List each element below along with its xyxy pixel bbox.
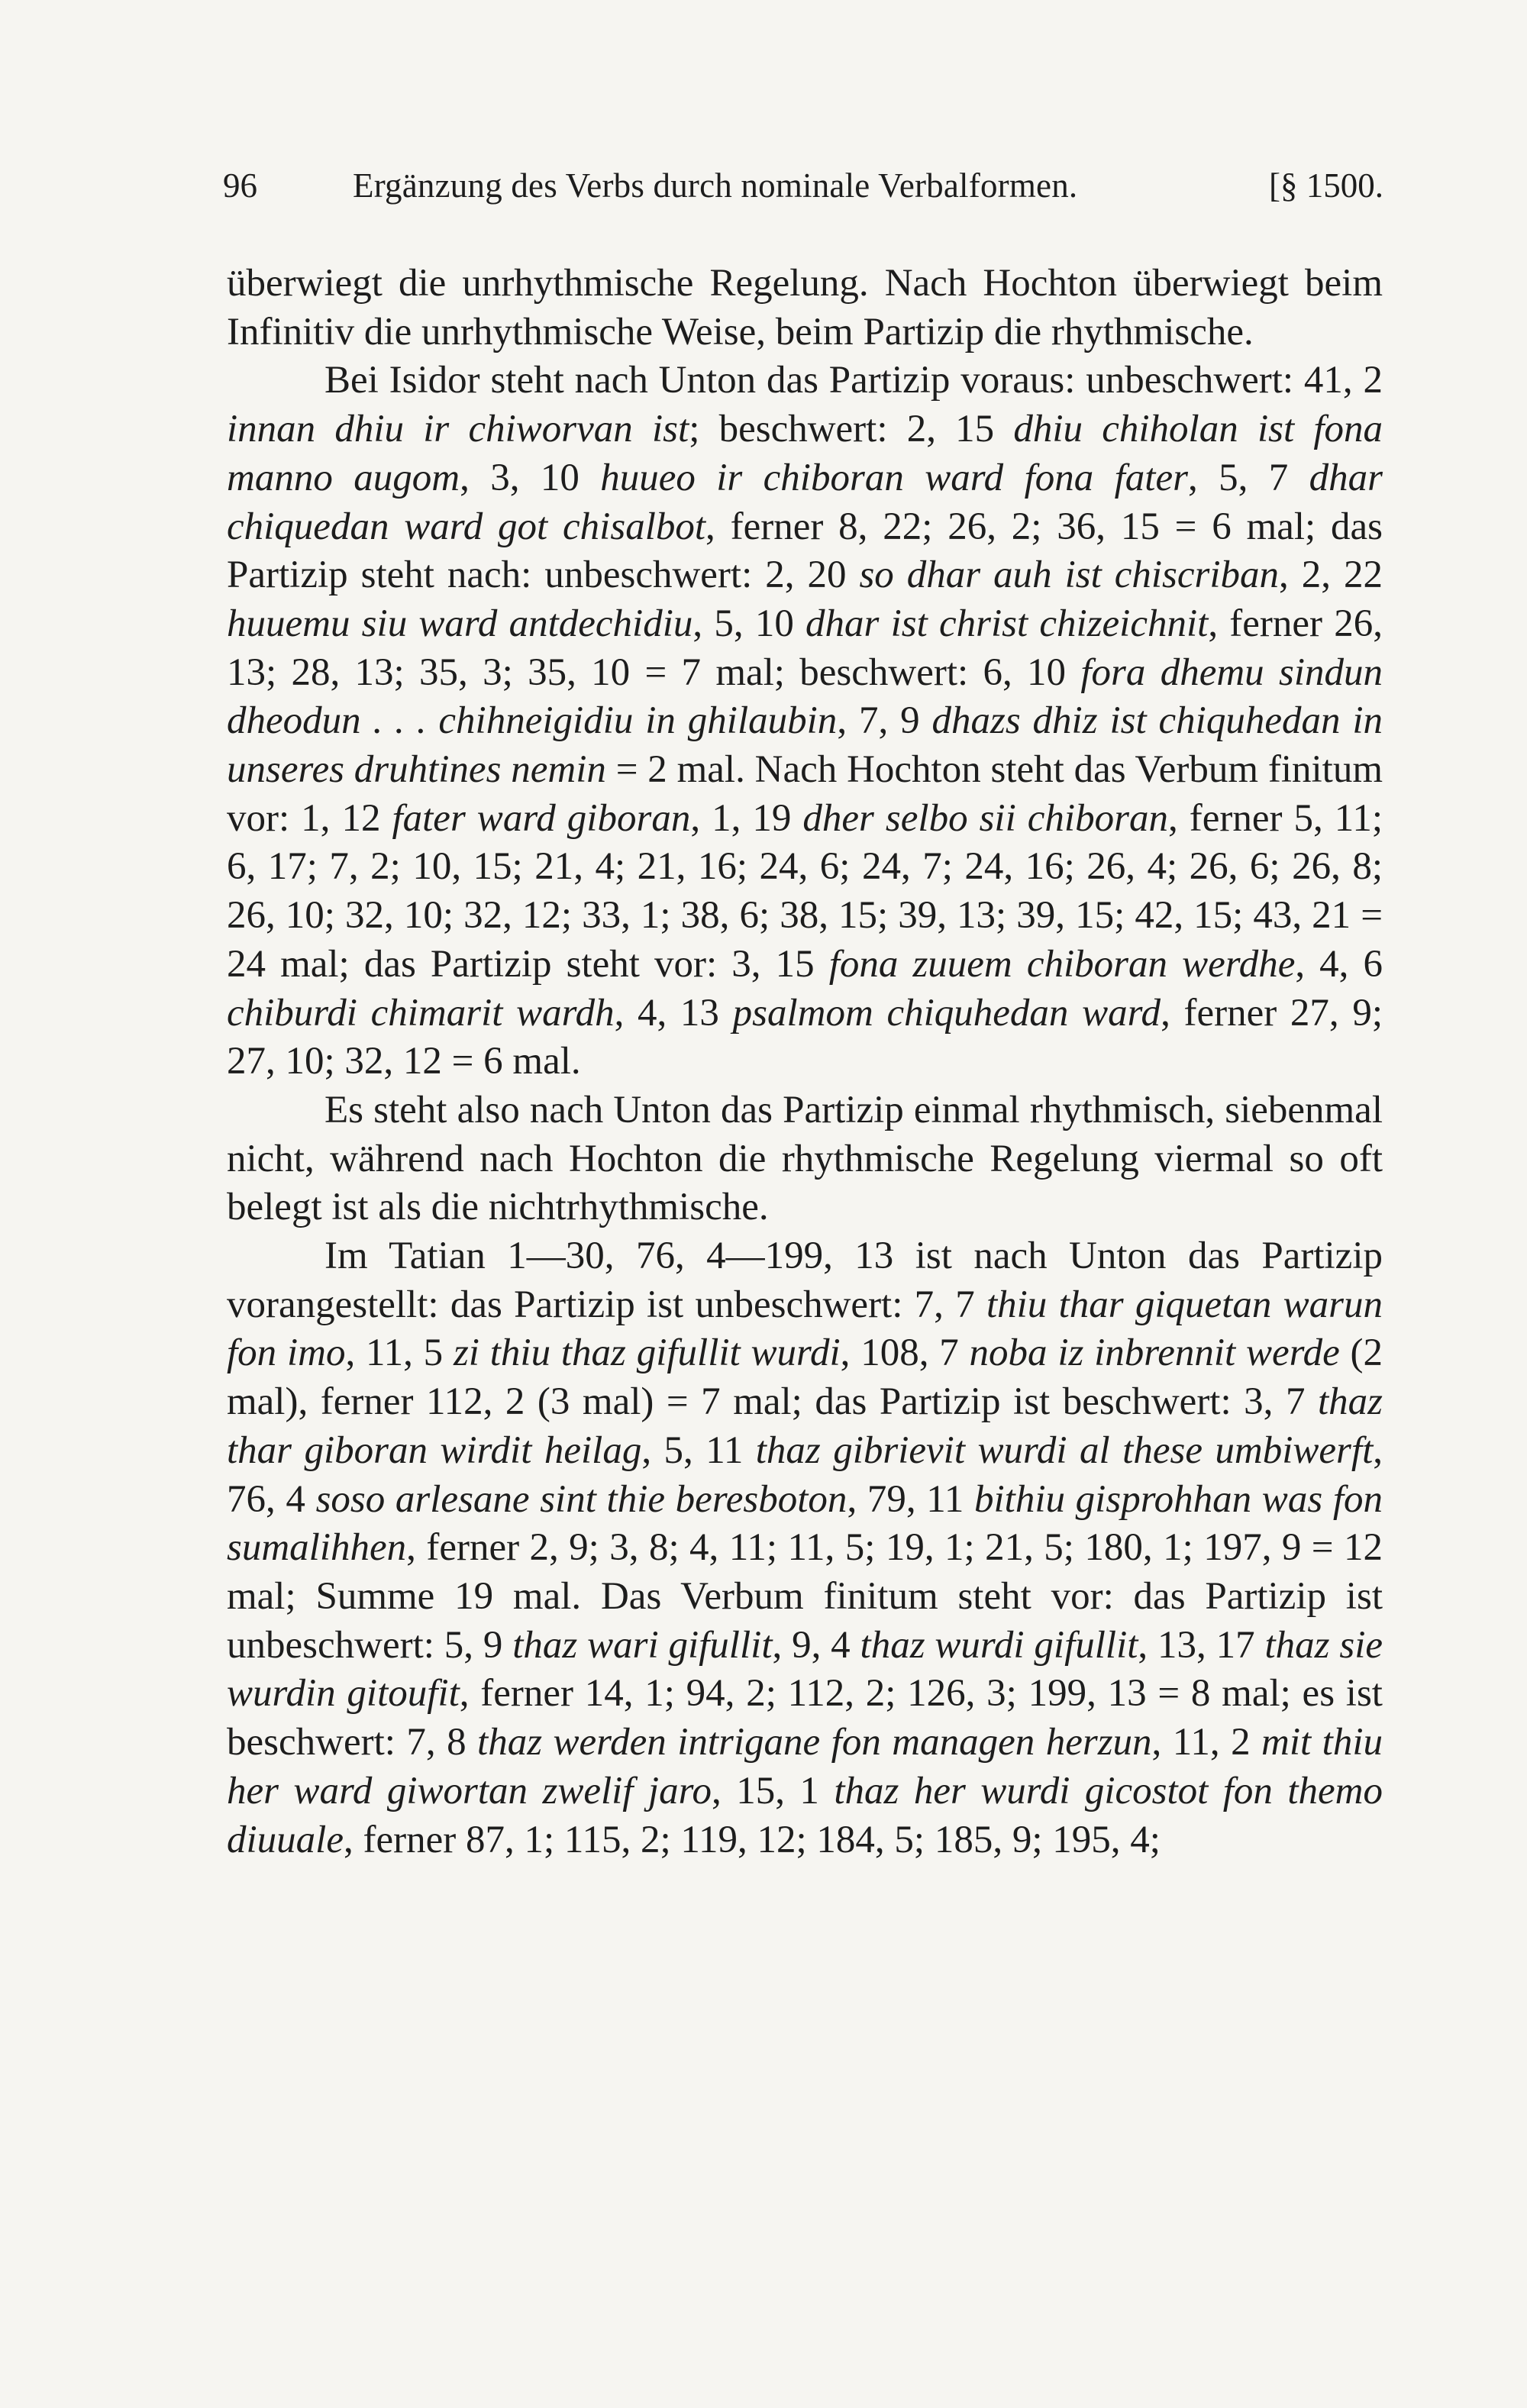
citation-text: noba iz inbrennit werde [969,1332,1340,1375]
citation-text: fora dhemu sindun dheodun . . . chihneigidiu in ghilaubin [227,650,1383,743]
citation-text: soso arlesane sint thie beresboton [315,1477,847,1521]
citation-text: psalmom chiquhedan ward [732,991,1161,1035]
citation-text: thaz thar giboran wirdit heilag [227,1380,1383,1472]
page-number: 96 [223,166,257,205]
text-run: , ferner 26, 13; 28, 13; 35, 3; 35, 10 = 7 mal; beschwert: 6, 10 [227,602,1383,694]
citation-text: dhar ist christ chizeichnit [805,602,1209,645]
citation-text: fona zuuem chiboran werdhe [828,942,1296,986]
citation-text: thaz sie wurdin gitoufit [227,1623,1383,1716]
text-run: , ferner 2, 9; 3, 8; 4, 11; 11, 5; 19, 1; 21, 5; 180, 1; 197, 9 = 12 mal; Summe 19 mal. Das Verbum finitum steht vor: das Partizip ist unbeschwert: 5, 9 [227,1526,1383,1667]
text-run: , 7, 9 [837,699,932,743]
text-run: , 108, 7 [840,1332,970,1375]
citation-text: huuemu siu ward antdechidiu [227,602,693,645]
text-run: , 5, 10 [692,602,806,645]
running-title: Ergänzung des Verbs durch nominale Verbalformen. [353,166,1078,205]
text-run: , ferner 87, 1; 115, 2; 119, 12; 184, 5; 185, 9; 195, 4; [343,1818,1161,1861]
text-run: , 4, 13 [614,991,733,1035]
citation-text: innan dhiu ir chiworvan ist [227,408,689,451]
citation-text: thaz werden intrigane fon managen herzun [477,1721,1152,1764]
citation-text: chiburdi chimarit wardh [227,991,615,1035]
citation-text: zi thiu thaz gifullit wurdi [453,1332,841,1375]
citation-text: dhazs dhiz ist chiquhedan in unseres druhtines nemin [227,699,1383,792]
text-run: , ferner 27, 9; 27, 10; 32, 12 = 6 mal. [227,991,1383,1083]
paragraph [227,260,1383,357]
citation-text: thaz gibrievit wurdi al these umbiwerft [755,1428,1374,1472]
text-run: ; beschwert: 2, 15 [689,408,1014,451]
text-run: , 9, 4 [772,1623,860,1667]
section-marker: [§ 1500. [1269,166,1383,205]
citation-text: dhiu chiholan ist fona manno augom [227,408,1383,499]
citation-text: fater ward giboran [392,796,691,840]
citation-text: dher selbo sii chiboran [802,796,1168,840]
text-run: , 76, 4 [227,1428,1383,1521]
text-run: , ferner 5, 11; 6, 17; 7, 2; 10, 15; 21, 4; 21, 16; 24, 6; 24, 7; 24, 16; 26, 4; 26, 6; 26, 8; 26, 10; 32, 10; 32, 12; 33, 1; 38, 6; 38, 15; 39, 13; 39, 15; 42, 15; 43, 21 = 24 mal; das Partizip steht vor: 3, 15 [227,796,1383,986]
text-run: = 2 mal. Nach Hochton steht das Verbum finitum vor: 1, 12 [227,748,1383,840]
paragraph [227,1086,1383,1232]
text-run: Im Tatian 1—30, 76, 4—199, 13 ist nach Unton das Partizip vorangestellt: das Partizip ist unbeschwert: 7, 7 [227,1235,1383,1326]
text-run: , 2, 22 [1279,554,1383,597]
text-run: , 1, 19 [690,796,803,840]
text-run: (2 mal), ferner 112, 2 (3 mal) = 7 mal; das Partizip ist beschwert: 3, 7 [227,1332,1383,1424]
citation-text: so dhar auh ist chiscriban [859,554,1280,597]
text-run: , ferner 8, 22; 26, 2; 36, 15 = 6 mal; das Partizip steht nach: unbeschwert: 2, 20 [227,505,1383,597]
text-run: , 4, 6 [1295,942,1383,986]
text-run: überwiegt die unrhythmische Regelung. Nach Hochton überwiegt beim Infinitiv die unrhythmische Weise, beim Partizip die rhythmische. [227,262,1383,353]
citation-text: thiu thar giquetan warun fon imo [227,1283,1383,1375]
citation-text: dhar chiquedan ward got chisalbot [227,456,1383,548]
text-run: , 5, 7 [1187,456,1309,499]
paragraph [227,357,1383,1086]
text-run: , 5, 11 [641,1428,756,1472]
text-run: , 13, 17 [1138,1623,1265,1667]
citation-text: huueo ir chiboran ward fona fater [600,456,1188,499]
paragraph [227,1232,1383,1864]
citation-text: bithiu gisprohhan was fon sumalihhen [227,1477,1383,1570]
citation-text: thaz wurdi gifullit [860,1623,1138,1667]
text-run: Bei Isidor steht nach Unton das Partizip voraus: unbeschwert: 41, 2 [324,359,1383,402]
text-run: , 11, 2 [1151,1721,1262,1764]
text-run: , ferner 14, 1; 94, 2; 112, 2; 126, 3; 199, 13 = 8 mal; es ist beschwert: 7, 8 [227,1672,1383,1764]
text-run: , 79, 11 [847,1477,975,1521]
text-run: , 3, 10 [460,456,601,499]
citation-text: thaz her wurdi gicostot fon themo diuuale [227,1769,1383,1861]
text-run: , 11, 5 [345,1332,454,1375]
citation-text: thaz wari gifullit [512,1623,773,1667]
citation-text: mit thiu her ward giwortan zwelif jaro [227,1721,1383,1812]
body-text [227,260,1383,1864]
text-run: , 15, 1 [712,1769,835,1812]
text-run: Es steht also nach Unton das Partizip einmal rhythmisch, siebenmal nicht, während nach Hochton die rhythmische Regelung viermal so oft belegt ist als die nichtrhythmische. [227,1088,1383,1229]
